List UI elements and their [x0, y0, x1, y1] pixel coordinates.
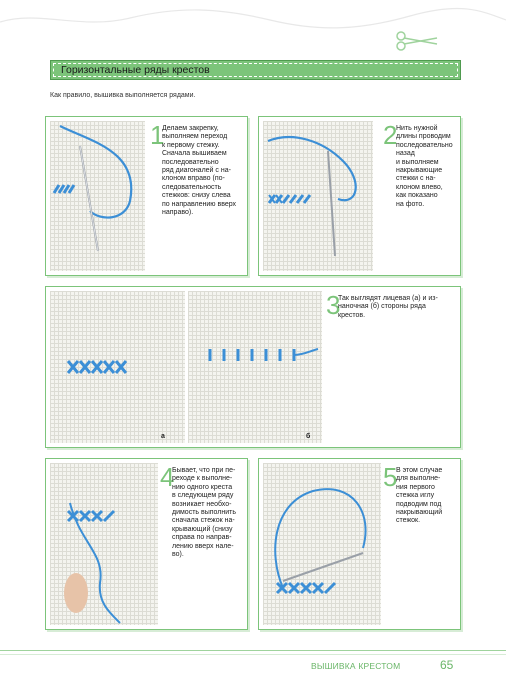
footer-divider [0, 650, 506, 651]
section-header [50, 60, 461, 80]
step-1-number: 1 [150, 120, 165, 150]
step-5-number: 5 [383, 462, 398, 492]
stitch-illustration-2 [263, 121, 373, 271]
front-side-illustration [50, 291, 185, 443]
scissors-icon [393, 30, 441, 52]
step-1-text: Делаем закрепку, выполняем переход к первому стежку. Сначала вышиваем последовательно ряд диагоналей с на- клоном вправо (по- следовательность стежков: снизу слева по направлению вверх направо). [162, 125, 237, 217]
image-label-b: б [306, 433, 311, 440]
step-5-photo [263, 463, 381, 625]
back-side-photo [188, 291, 322, 443]
section-title: Горизонтальные ряды крестов [61, 64, 210, 76]
footer-divider-secondary [0, 654, 506, 655]
step-1-panel [45, 116, 248, 276]
step-5-panel [258, 458, 461, 630]
step-4-panel [45, 458, 248, 630]
step-4-photo [50, 463, 158, 625]
step-5-text: В этом случае для выполне- ния первого стежка иглу подводим под накрывающий стежок. [396, 467, 443, 525]
step-4-text: Бывает, что при пе- реходе к выполне- нию одного креста в следующем ряду возникает необхо- димость выполнить сначала стежок на- крывающий (снизу справа по направ- лению вверх нале- во). [172, 467, 236, 559]
stitch-illustration-5 [263, 463, 381, 625]
step-3-number: 3 [326, 290, 341, 320]
stitch-illustration-4 [50, 463, 158, 625]
stitch-illustration-1 [50, 121, 145, 271]
back-side-illustration [188, 291, 322, 443]
image-label-a: а [161, 433, 165, 440]
step-1-photo [50, 121, 145, 271]
step-3-text: Так выглядят лицевая (а) и из- наночная (б) стороны ряда крестов. [338, 295, 438, 319]
front-side-photo [50, 291, 185, 443]
intro-text: Как правило, вышивка выполняется рядами. [50, 92, 196, 99]
step-2-panel [258, 116, 461, 276]
step-2-photo [263, 121, 373, 271]
step-4-number: 4 [160, 462, 175, 492]
step-2-number: 2 [383, 120, 398, 150]
step-3-panel [45, 286, 461, 448]
page-number: 65 [440, 658, 454, 672]
footer-title: ВЫШИВКА КРЕСТОМ [311, 661, 401, 671]
step-2-text: Нить нужной длины проводим последовательно назад и выполняем накрывающие стежки с на- клоном влево, как показано на фото. [396, 125, 453, 208]
